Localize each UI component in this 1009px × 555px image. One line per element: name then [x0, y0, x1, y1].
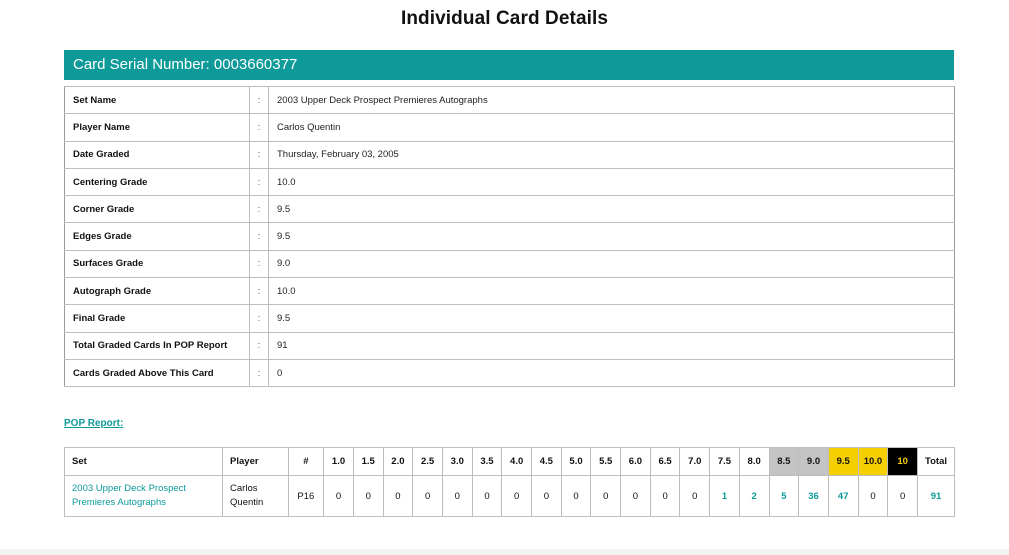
details-row	[65, 359, 955, 386]
details-separator: :	[250, 168, 269, 195]
pop-count-cell: 0	[561, 476, 591, 517]
pop-header-row	[65, 448, 955, 476]
details-separator: :	[250, 141, 269, 168]
pop-count-cell: 0	[650, 476, 680, 517]
pop-header-set: Set	[65, 448, 223, 476]
details-label: Player Name	[65, 114, 250, 141]
pop-player-cell: Carlos Quentin	[223, 476, 289, 517]
details-separator: :	[250, 223, 269, 250]
details-label: Final Grade	[65, 305, 250, 332]
pop-header-grade: 4.0	[502, 448, 532, 476]
pop-header-grade: 3.5	[472, 448, 502, 476]
pop-count-cell: 0	[383, 476, 413, 517]
pop-header-grade: 4.5	[532, 448, 562, 476]
details-row	[65, 250, 955, 277]
details-row	[65, 196, 955, 223]
pop-count-link[interactable]: 5	[769, 476, 799, 517]
pop-count-cell: 0	[888, 476, 918, 517]
details-label: Set Name	[65, 87, 250, 114]
pop-header-player: Player	[223, 448, 289, 476]
details-row	[65, 223, 955, 250]
pop-count-link[interactable]: 47	[828, 476, 858, 517]
pop-count-link[interactable]: 36	[799, 476, 829, 517]
pop-set-link[interactable]: 2003 Upper Deck Prospect Premieres Autographs	[65, 476, 223, 517]
details-separator: :	[250, 196, 269, 223]
pop-report-table	[64, 447, 955, 517]
details-separator: :	[250, 250, 269, 277]
pop-header-grade: 1.5	[353, 448, 383, 476]
pop-count-cell: 0	[442, 476, 472, 517]
pop-header-grade: 6.0	[621, 448, 651, 476]
details-value: 9.5	[269, 305, 955, 332]
pop-count-cell: 0	[413, 476, 443, 517]
details-row	[65, 305, 955, 332]
pop-count-cell: 0	[621, 476, 651, 517]
pop-header-grade: 6.5	[650, 448, 680, 476]
pop-report-link[interactable]: POP Report:	[64, 418, 124, 429]
pop-header-grade: 5.5	[591, 448, 621, 476]
pop-count-cell: 0	[858, 476, 888, 517]
details-value: 91	[269, 332, 955, 359]
pop-header-grade: 2.5	[413, 448, 443, 476]
pop-header-grade: 7.0	[680, 448, 710, 476]
pop-count-cell: 0	[353, 476, 383, 517]
details-label: Centering Grade	[65, 168, 250, 195]
pop-total-link[interactable]: 91	[918, 476, 955, 517]
pop-count-cell: 0	[502, 476, 532, 517]
pop-header-grade: 2.0	[383, 448, 413, 476]
details-label: Date Graded	[65, 141, 250, 168]
pop-header-grade: 9.5	[828, 448, 858, 476]
pop-data-row	[65, 476, 955, 517]
details-label: Total Graded Cards In POP Report	[65, 332, 250, 359]
card-details-table	[64, 86, 955, 387]
details-row	[65, 87, 955, 114]
pop-header-grade: 10.0	[858, 448, 888, 476]
pop-count-cell: 0	[532, 476, 562, 517]
details-value: 0	[269, 359, 955, 386]
details-label: Surfaces Grade	[65, 250, 250, 277]
pop-card-number: P16	[288, 476, 324, 517]
pop-header-grade: 7.5	[710, 448, 740, 476]
bottom-strip	[0, 549, 1009, 555]
details-row	[65, 168, 955, 195]
details-label: Corner Grade	[65, 196, 250, 223]
pop-header-number: #	[288, 448, 324, 476]
pop-count-link[interactable]: 1	[710, 476, 740, 517]
pop-count-cell: 0	[324, 476, 354, 517]
details-separator: :	[250, 305, 269, 332]
details-value: Carlos Quentin	[269, 114, 955, 141]
details-value: 9.0	[269, 250, 955, 277]
details-row	[65, 332, 955, 359]
details-row	[65, 141, 955, 168]
pop-header-grade: 10	[888, 448, 918, 476]
details-row	[65, 114, 955, 141]
page-title: Individual Card Details	[400, 8, 609, 29]
pop-count-link[interactable]: 2	[739, 476, 769, 517]
pop-header-grade: 9.0	[799, 448, 829, 476]
details-separator: :	[250, 114, 269, 141]
pop-header-grade: 3.0	[442, 448, 472, 476]
pop-count-cell: 0	[591, 476, 621, 517]
pop-header-grade: 8.0	[739, 448, 769, 476]
details-row	[65, 278, 955, 305]
details-separator: :	[250, 332, 269, 359]
pop-header-grade: 5.0	[561, 448, 591, 476]
card-serial-header: Card Serial Number: 0003660377	[64, 50, 954, 80]
details-value: Thursday, February 03, 2005	[269, 141, 955, 168]
details-separator: :	[250, 359, 269, 386]
pop-header-grade: 1.0	[324, 448, 354, 476]
pop-header-grade: 8.5	[769, 448, 799, 476]
details-value: 10.0	[269, 278, 955, 305]
details-value: 9.5	[269, 223, 955, 250]
details-value: 2003 Upper Deck Prospect Premieres Autographs	[269, 87, 955, 114]
details-separator: :	[250, 278, 269, 305]
details-separator: :	[250, 87, 269, 114]
pop-header-total: Total	[918, 448, 955, 476]
pop-count-cell: 0	[472, 476, 502, 517]
details-label: Autograph Grade	[65, 278, 250, 305]
details-value: 10.0	[269, 168, 955, 195]
details-label: Edges Grade	[65, 223, 250, 250]
details-label: Cards Graded Above This Card	[65, 359, 250, 386]
details-value: 9.5	[269, 196, 955, 223]
pop-count-cell: 0	[680, 476, 710, 517]
